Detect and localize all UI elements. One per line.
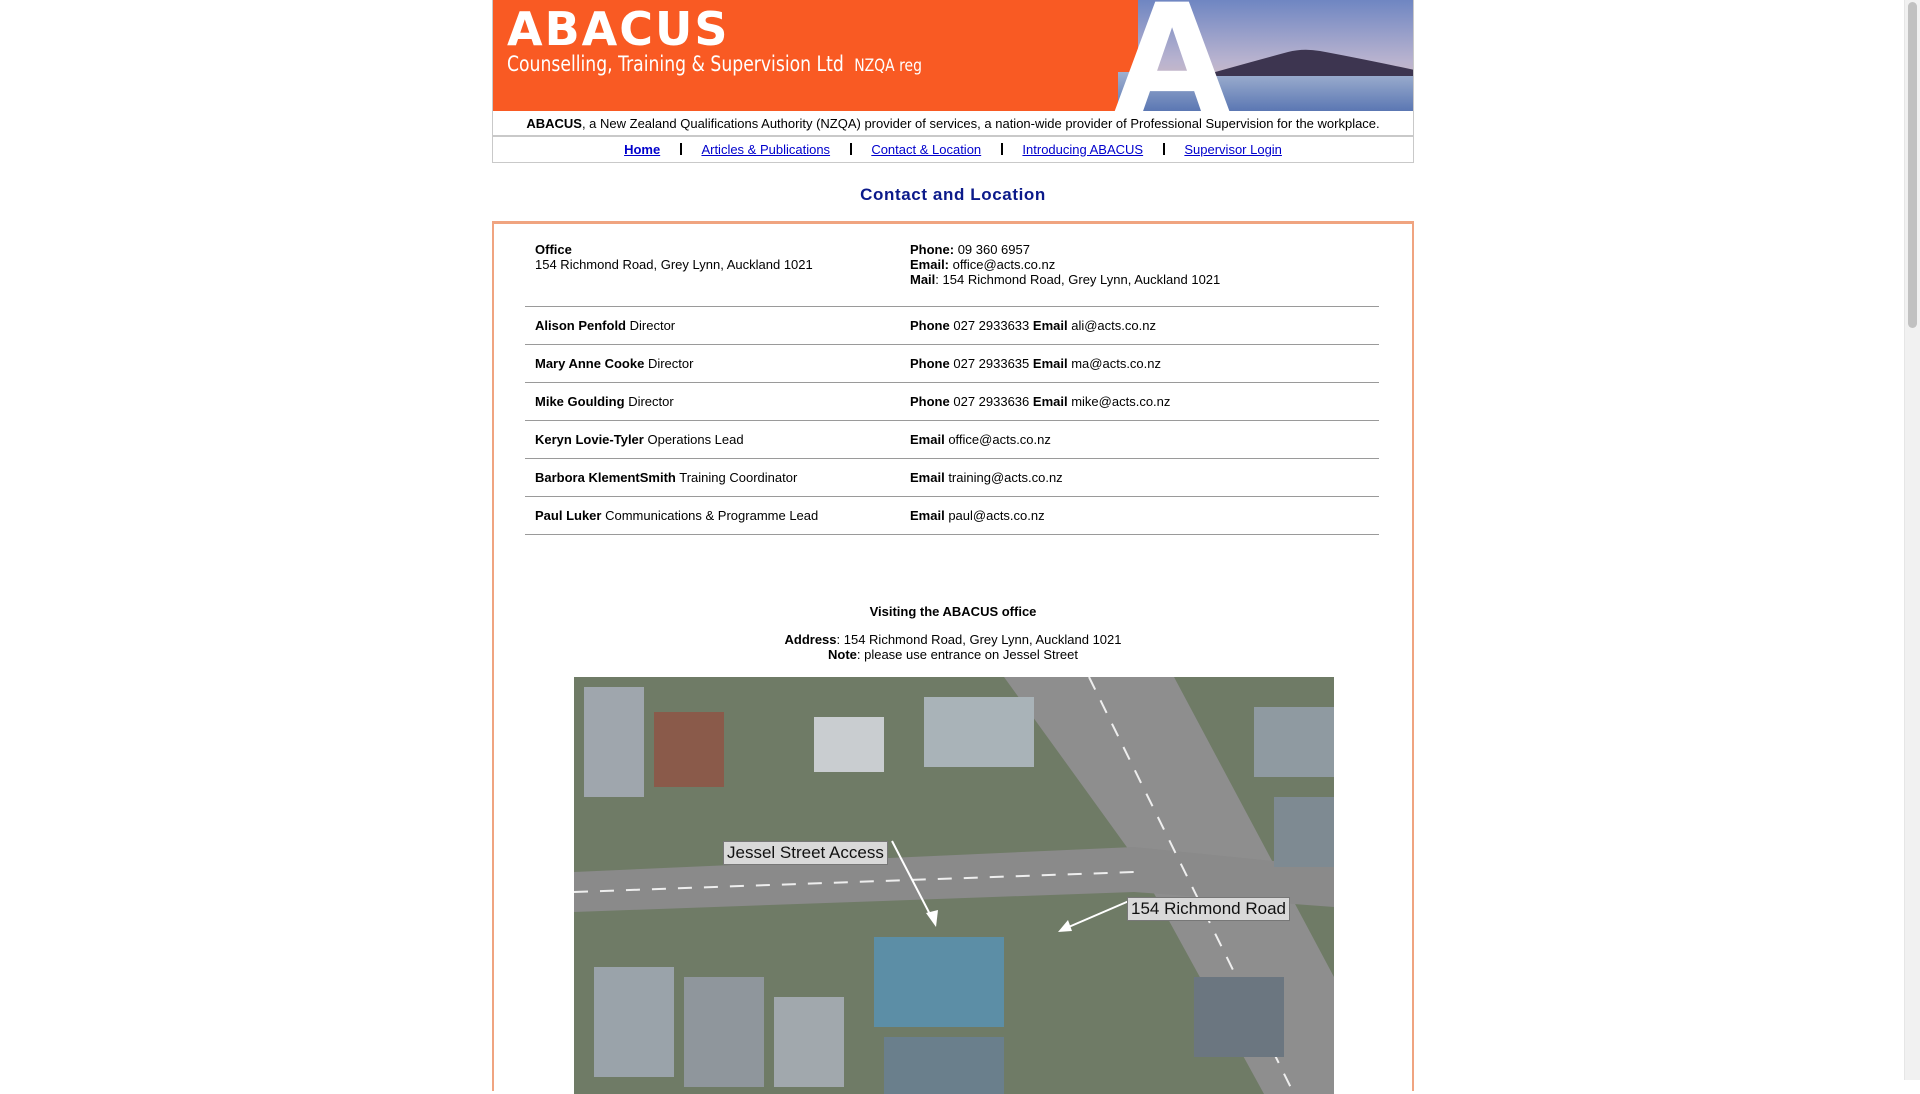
- phone-label: Phone: [910, 318, 950, 333]
- staff-email: ali@acts.co.nz: [1071, 318, 1156, 333]
- visit-note-label: Note: [827, 647, 857, 662]
- staff-email: paul@acts.co.nz: [948, 508, 1045, 523]
- staff-role: Training Coordinator: [679, 470, 798, 485]
- staff-contact-cell: [900, 345, 1379, 383]
- office-row: [525, 242, 1379, 307]
- email-label: Email: [910, 470, 945, 485]
- staff-name-cell: [525, 307, 900, 345]
- nav-separator: [850, 143, 852, 155]
- office-mail: : 154 Richmond Road, Grey Lynn, Auckland 1021: [935, 272, 1221, 287]
- staff-name: Barbora KlementSmith: [535, 470, 676, 485]
- office-phone: 09 360 6957: [957, 242, 1030, 257]
- email-label: Email: [1032, 356, 1068, 371]
- email-label: Email: [1032, 394, 1068, 409]
- aerial-map-drawing: [574, 677, 1334, 1094]
- jessel-street-callout: Jessel Street Access: [723, 841, 888, 865]
- office-email-label: Email:: [910, 257, 950, 272]
- staff-name-cell: [525, 345, 900, 383]
- phone-label: Phone: [910, 394, 950, 409]
- logo-nzqa-reg: NZQA reg: [854, 56, 922, 76]
- staff-name-cell: [525, 459, 900, 497]
- contacts-table: [525, 242, 1379, 535]
- office-label: Office: [535, 242, 572, 257]
- nav-separator: [1163, 143, 1165, 155]
- email-label: Email: [1032, 318, 1068, 333]
- staff-name: Paul Luker: [535, 508, 602, 523]
- table-row: [525, 383, 1379, 421]
- nav-link-introducing[interactable]: Introducing ABACUS: [1022, 142, 1144, 157]
- logo-title: ABACUS: [507, 2, 730, 56]
- office-contact-cell: [900, 242, 1379, 307]
- nav-separator: [1001, 143, 1003, 155]
- staff-role: Director: [628, 394, 674, 409]
- email-label: Email: [910, 508, 945, 523]
- staff-role: Director: [647, 356, 694, 371]
- staff-role: Operations Lead: [647, 432, 744, 447]
- nav-link-contact[interactable]: Contact & Location: [871, 142, 982, 157]
- table-row: [525, 307, 1379, 345]
- staff-name: Keryn Lovie-Tyler: [535, 432, 644, 447]
- visit-section: [494, 604, 1412, 662]
- staff-contact-cell: [900, 307, 1379, 345]
- table-row: [525, 459, 1379, 497]
- office-phone-label: Phone:: [910, 242, 955, 257]
- visit-note: : please use entrance on Jessel Street: [856, 647, 1079, 662]
- staff-contact-cell: [900, 421, 1379, 459]
- tagline-brand: ABACUS: [526, 116, 582, 131]
- staff-role: Director: [629, 318, 676, 333]
- phone-label: Phone: [910, 356, 950, 371]
- nav-link-articles[interactable]: Articles & Publications: [701, 142, 831, 157]
- visit-address-line: [494, 632, 1412, 647]
- contact-panel: [492, 221, 1414, 1091]
- office-mail-label: Mail: [910, 272, 936, 287]
- tagline-text: , a New Zealand Qualifications Authority (NZQA) provider of services, a nation-wide provider of Professional Supervision for the workplace.: [581, 116, 1380, 131]
- table-row: [525, 421, 1379, 459]
- richmond-road-callout: 154 Richmond Road: [1127, 897, 1290, 921]
- main-nav: [492, 136, 1414, 163]
- staff-contact-cell: [900, 459, 1379, 497]
- office-address: 154 Richmond Road, Grey Lynn, Auckland 1021: [535, 257, 813, 272]
- staff-email: training@acts.co.nz: [948, 470, 1063, 485]
- staff-name: Mike Goulding: [535, 394, 625, 409]
- staff-name: Mary Anne Cooke: [535, 356, 645, 371]
- banner-photo: [1058, 0, 1414, 111]
- staff-phone: 027 2933633: [953, 318, 1030, 333]
- page-container: [492, 0, 1414, 1091]
- office-cell: [525, 242, 900, 307]
- staff-email: ma@acts.co.nz: [1071, 356, 1161, 371]
- page-title: Contact and Location: [860, 185, 1046, 204]
- nav-link-home[interactable]: Home: [624, 142, 661, 157]
- banner-letter-a: A: [1114, 0, 1231, 111]
- tagline: [492, 111, 1414, 136]
- vertical-scrollbar[interactable]: [1904, 0, 1920, 1080]
- staff-name: Alison Penfold: [535, 318, 626, 333]
- office-email: office@acts.co.nz: [952, 257, 1056, 272]
- scrollbar-thumb[interactable]: [1908, 2, 1917, 328]
- visit-note-line: [494, 647, 1412, 662]
- nav-separator: [680, 143, 682, 155]
- logo-subtitle: [507, 52, 922, 76]
- staff-name-cell: [525, 497, 900, 535]
- visit-address: : 154 Richmond Road, Grey Lynn, Auckland 1021: [836, 632, 1122, 647]
- site-banner: [492, 0, 1414, 111]
- staff-role: Communications & Programme Lead: [605, 508, 819, 523]
- email-label: Email: [910, 432, 945, 447]
- aerial-map-image: [574, 677, 1334, 1094]
- staff-contact-cell: [900, 383, 1379, 421]
- staff-email: office@acts.co.nz: [948, 432, 1051, 447]
- logo-subtitle-text: Counselling, Training & Supervision Ltd: [507, 52, 844, 76]
- staff-phone: 027 2933636: [953, 394, 1030, 409]
- staff-phone: 027 2933635: [953, 356, 1030, 371]
- staff-email: mike@acts.co.nz: [1071, 394, 1171, 409]
- table-row: [525, 345, 1379, 383]
- nav-link-supervisor-login[interactable]: Supervisor Login: [1184, 142, 1282, 157]
- visit-title: Visiting the ABACUS office: [869, 604, 1037, 619]
- table-row: [525, 497, 1379, 535]
- visit-address-label: Address: [784, 632, 837, 647]
- staff-contact-cell: [900, 497, 1379, 535]
- staff-name-cell: [525, 383, 900, 421]
- staff-name-cell: [525, 421, 900, 459]
